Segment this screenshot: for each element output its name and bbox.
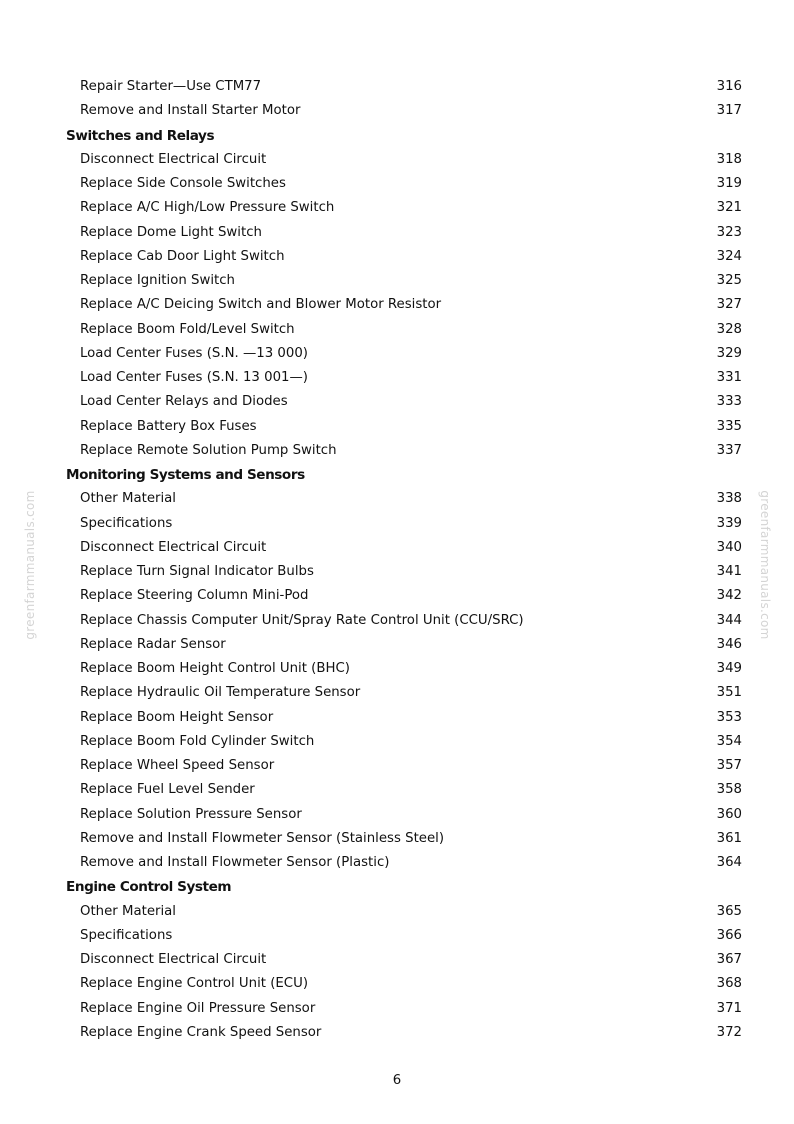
toc-entry-page: 365 bbox=[716, 903, 742, 919]
toc-entry bbox=[0, 827, 794, 851]
toc-entry-title: Replace Fuel Level Sender bbox=[80, 782, 255, 798]
toc-entry bbox=[0, 439, 794, 463]
toc-entry-page: 321 bbox=[716, 200, 742, 216]
toc-entry-page: 364 bbox=[716, 855, 742, 870]
toc-entry-title: Replace A/C Deicing Switch and Blower Motor Resistor bbox=[80, 297, 442, 313]
toc-entry-title: Load Center Fuses (S.N. 13 001—) bbox=[80, 370, 308, 385]
toc-entry bbox=[0, 948, 794, 972]
toc-entry-title: Replace Side Console Switches bbox=[80, 176, 286, 191]
toc-entry-page: 331 bbox=[716, 370, 742, 385]
toc-entry-title: Replace Engine Crank Speed Sensor bbox=[80, 1024, 322, 1040]
toc-entry-page: 335 bbox=[716, 418, 742, 434]
toc-entry bbox=[0, 584, 794, 608]
toc-entry-page: 324 bbox=[716, 248, 742, 264]
toc-entry-title: Disconnect Electrical Circuit bbox=[80, 151, 267, 167]
toc-entry bbox=[0, 196, 794, 220]
toc-entry-page: 360 bbox=[716, 806, 742, 822]
toc-entry-title: Specifications bbox=[80, 515, 173, 531]
toc-entry bbox=[0, 415, 794, 439]
toc-entry-title: Specifications bbox=[80, 927, 173, 943]
toc-entry bbox=[0, 754, 794, 778]
toc-entry bbox=[0, 633, 794, 657]
toc-entry-page: 340 bbox=[716, 539, 742, 555]
toc-entry-page: 318 bbox=[716, 151, 742, 167]
toc-entry bbox=[0, 245, 794, 269]
toc-entry bbox=[0, 706, 794, 730]
toc-entry bbox=[0, 924, 794, 948]
toc-entry-title: Replace Steering Column Mini-Pod bbox=[80, 588, 309, 604]
toc-entry-page: 361 bbox=[716, 830, 742, 846]
toc-entry-title: Load Center Relays and Diodes bbox=[80, 394, 288, 410]
toc-entry bbox=[0, 99, 794, 123]
toc-entry-title: Other Material bbox=[80, 903, 176, 919]
toc-entry-page: 328 bbox=[716, 321, 742, 337]
toc-entry-page: 333 bbox=[716, 394, 742, 410]
toc-entry-page: 349 bbox=[716, 661, 742, 676]
toc-entry bbox=[0, 681, 794, 705]
toc-entry-title: Load Center Fuses (S.N. —13 000) bbox=[80, 345, 308, 361]
toc-section-heading bbox=[0, 875, 794, 899]
table-of-contents bbox=[0, 75, 794, 1045]
section-heading-title: Monitoring Systems and Sensors bbox=[66, 467, 305, 483]
watermark-right: greenfarmmanuals.com bbox=[758, 490, 772, 640]
toc-entry-title: Replace Cab Door Light Switch bbox=[80, 248, 285, 264]
toc-entry bbox=[0, 148, 794, 172]
toc-entry-title: Remove and Install Flowmeter Sensor (Plastic) bbox=[80, 855, 390, 870]
toc-entry-title: Replace Engine Control Unit (ECU) bbox=[80, 976, 309, 992]
toc-entry-page: 327 bbox=[716, 297, 742, 313]
toc-section-heading bbox=[0, 463, 794, 487]
toc-entry-title: Replace Ignition Switch bbox=[80, 273, 235, 288]
toc-entry-page: 371 bbox=[716, 1000, 742, 1016]
toc-entry bbox=[0, 75, 794, 99]
toc-entry-title: Replace Boom Height Sensor bbox=[80, 709, 274, 725]
toc-entry bbox=[0, 778, 794, 802]
section-heading-title: Switches and Relays bbox=[66, 127, 215, 144]
toc-entry bbox=[0, 997, 794, 1021]
toc-entry-title: Replace Boom Fold/Level Switch bbox=[80, 321, 295, 337]
toc-entry-title: Replace A/C High/Low Pressure Switch bbox=[80, 200, 335, 216]
toc-entry-page: 351 bbox=[716, 685, 742, 701]
toc-entry-title: Disconnect Electrical Circuit bbox=[80, 539, 267, 555]
toc-entry bbox=[0, 366, 794, 390]
toc-entry-title: Replace Battery Box Fuses bbox=[80, 418, 257, 434]
toc-entry-page: 329 bbox=[716, 345, 742, 361]
toc-entry bbox=[0, 657, 794, 681]
toc-entry-page: 372 bbox=[716, 1024, 742, 1040]
toc-entry-page: 337 bbox=[716, 442, 742, 458]
toc-entry-page: 346 bbox=[716, 636, 742, 652]
toc-entry-title: Repair Starter—Use CTM77 bbox=[80, 79, 262, 94]
toc-entry-page: 323 bbox=[716, 224, 742, 240]
toc-entry-title: Replace Chassis Computer Unit/Spray Rate Control Unit (CCU/SRC) bbox=[80, 612, 524, 628]
toc-entry bbox=[0, 221, 794, 245]
toc-entry bbox=[0, 512, 794, 536]
toc-entry-title: Other Material bbox=[80, 491, 176, 507]
toc-entry-page: 367 bbox=[716, 952, 742, 967]
toc-entry bbox=[0, 172, 794, 196]
toc-entry-page: 319 bbox=[716, 176, 742, 191]
toc-entry bbox=[0, 390, 794, 414]
section-heading-title: Engine Control System bbox=[66, 879, 232, 896]
toc-entry bbox=[0, 560, 794, 584]
toc-entry-title: Replace Remote Solution Pump Switch bbox=[80, 442, 337, 458]
toc-entry-title: Replace Hydraulic Oil Temperature Sensor bbox=[80, 685, 361, 701]
toc-entry bbox=[0, 851, 794, 875]
toc-entry-title: Replace Boom Fold Cylinder Switch bbox=[80, 733, 315, 749]
toc-entry-page: 368 bbox=[716, 976, 742, 992]
toc-entry-title: Disconnect Electrical Circuit bbox=[80, 952, 267, 967]
toc-entry-title: Replace Solution Pressure Sensor bbox=[80, 806, 302, 822]
page-number: 6 bbox=[392, 1073, 402, 1088]
toc-entry bbox=[0, 609, 794, 633]
toc-entry-title: Remove and Install Starter Motor bbox=[80, 103, 301, 119]
toc-entry-title: Remove and Install Flowmeter Sensor (Stainless Steel) bbox=[80, 830, 445, 846]
toc-entry bbox=[0, 900, 794, 924]
toc-section-heading bbox=[0, 124, 794, 148]
toc-entry-title: Replace Turn Signal Indicator Bulbs bbox=[80, 564, 314, 579]
toc-entry-page: 317 bbox=[716, 103, 742, 119]
toc-entry-title: Replace Dome Light Switch bbox=[80, 224, 262, 240]
toc-entry-title: Replace Wheel Speed Sensor bbox=[80, 758, 275, 773]
toc-entry-page: 342 bbox=[716, 588, 742, 604]
toc-entry bbox=[0, 730, 794, 754]
toc-entry-page: 341 bbox=[716, 564, 742, 579]
toc-entry-page: 338 bbox=[716, 491, 742, 507]
toc-entry bbox=[0, 803, 794, 827]
toc-entry-page: 316 bbox=[716, 79, 742, 94]
toc-entry bbox=[0, 269, 794, 293]
toc-entry-page: 325 bbox=[716, 273, 742, 288]
toc-entry-page: 344 bbox=[716, 612, 742, 628]
toc-entry bbox=[0, 1021, 794, 1045]
toc-entry-title: Replace Boom Height Control Unit (BHC) bbox=[80, 661, 350, 676]
toc-entry-page: 357 bbox=[716, 758, 742, 773]
toc-entry bbox=[0, 318, 794, 342]
toc-entry bbox=[0, 536, 794, 560]
toc-entry bbox=[0, 972, 794, 996]
toc-entry-page: 358 bbox=[716, 782, 742, 798]
toc-entry-page: 339 bbox=[716, 515, 742, 531]
toc-entry-page: 354 bbox=[716, 733, 742, 749]
watermark-left: greenfarmmanuals.com bbox=[23, 490, 37, 640]
toc-entry bbox=[0, 293, 794, 317]
toc-entry-page: 366 bbox=[716, 927, 742, 943]
toc-entry-title: Replace Radar Sensor bbox=[80, 636, 226, 652]
toc-entry bbox=[0, 487, 794, 511]
toc-entry bbox=[0, 342, 794, 366]
toc-entry-title: Replace Engine Oil Pressure Sensor bbox=[80, 1000, 316, 1016]
toc-entry-page: 353 bbox=[716, 709, 742, 725]
